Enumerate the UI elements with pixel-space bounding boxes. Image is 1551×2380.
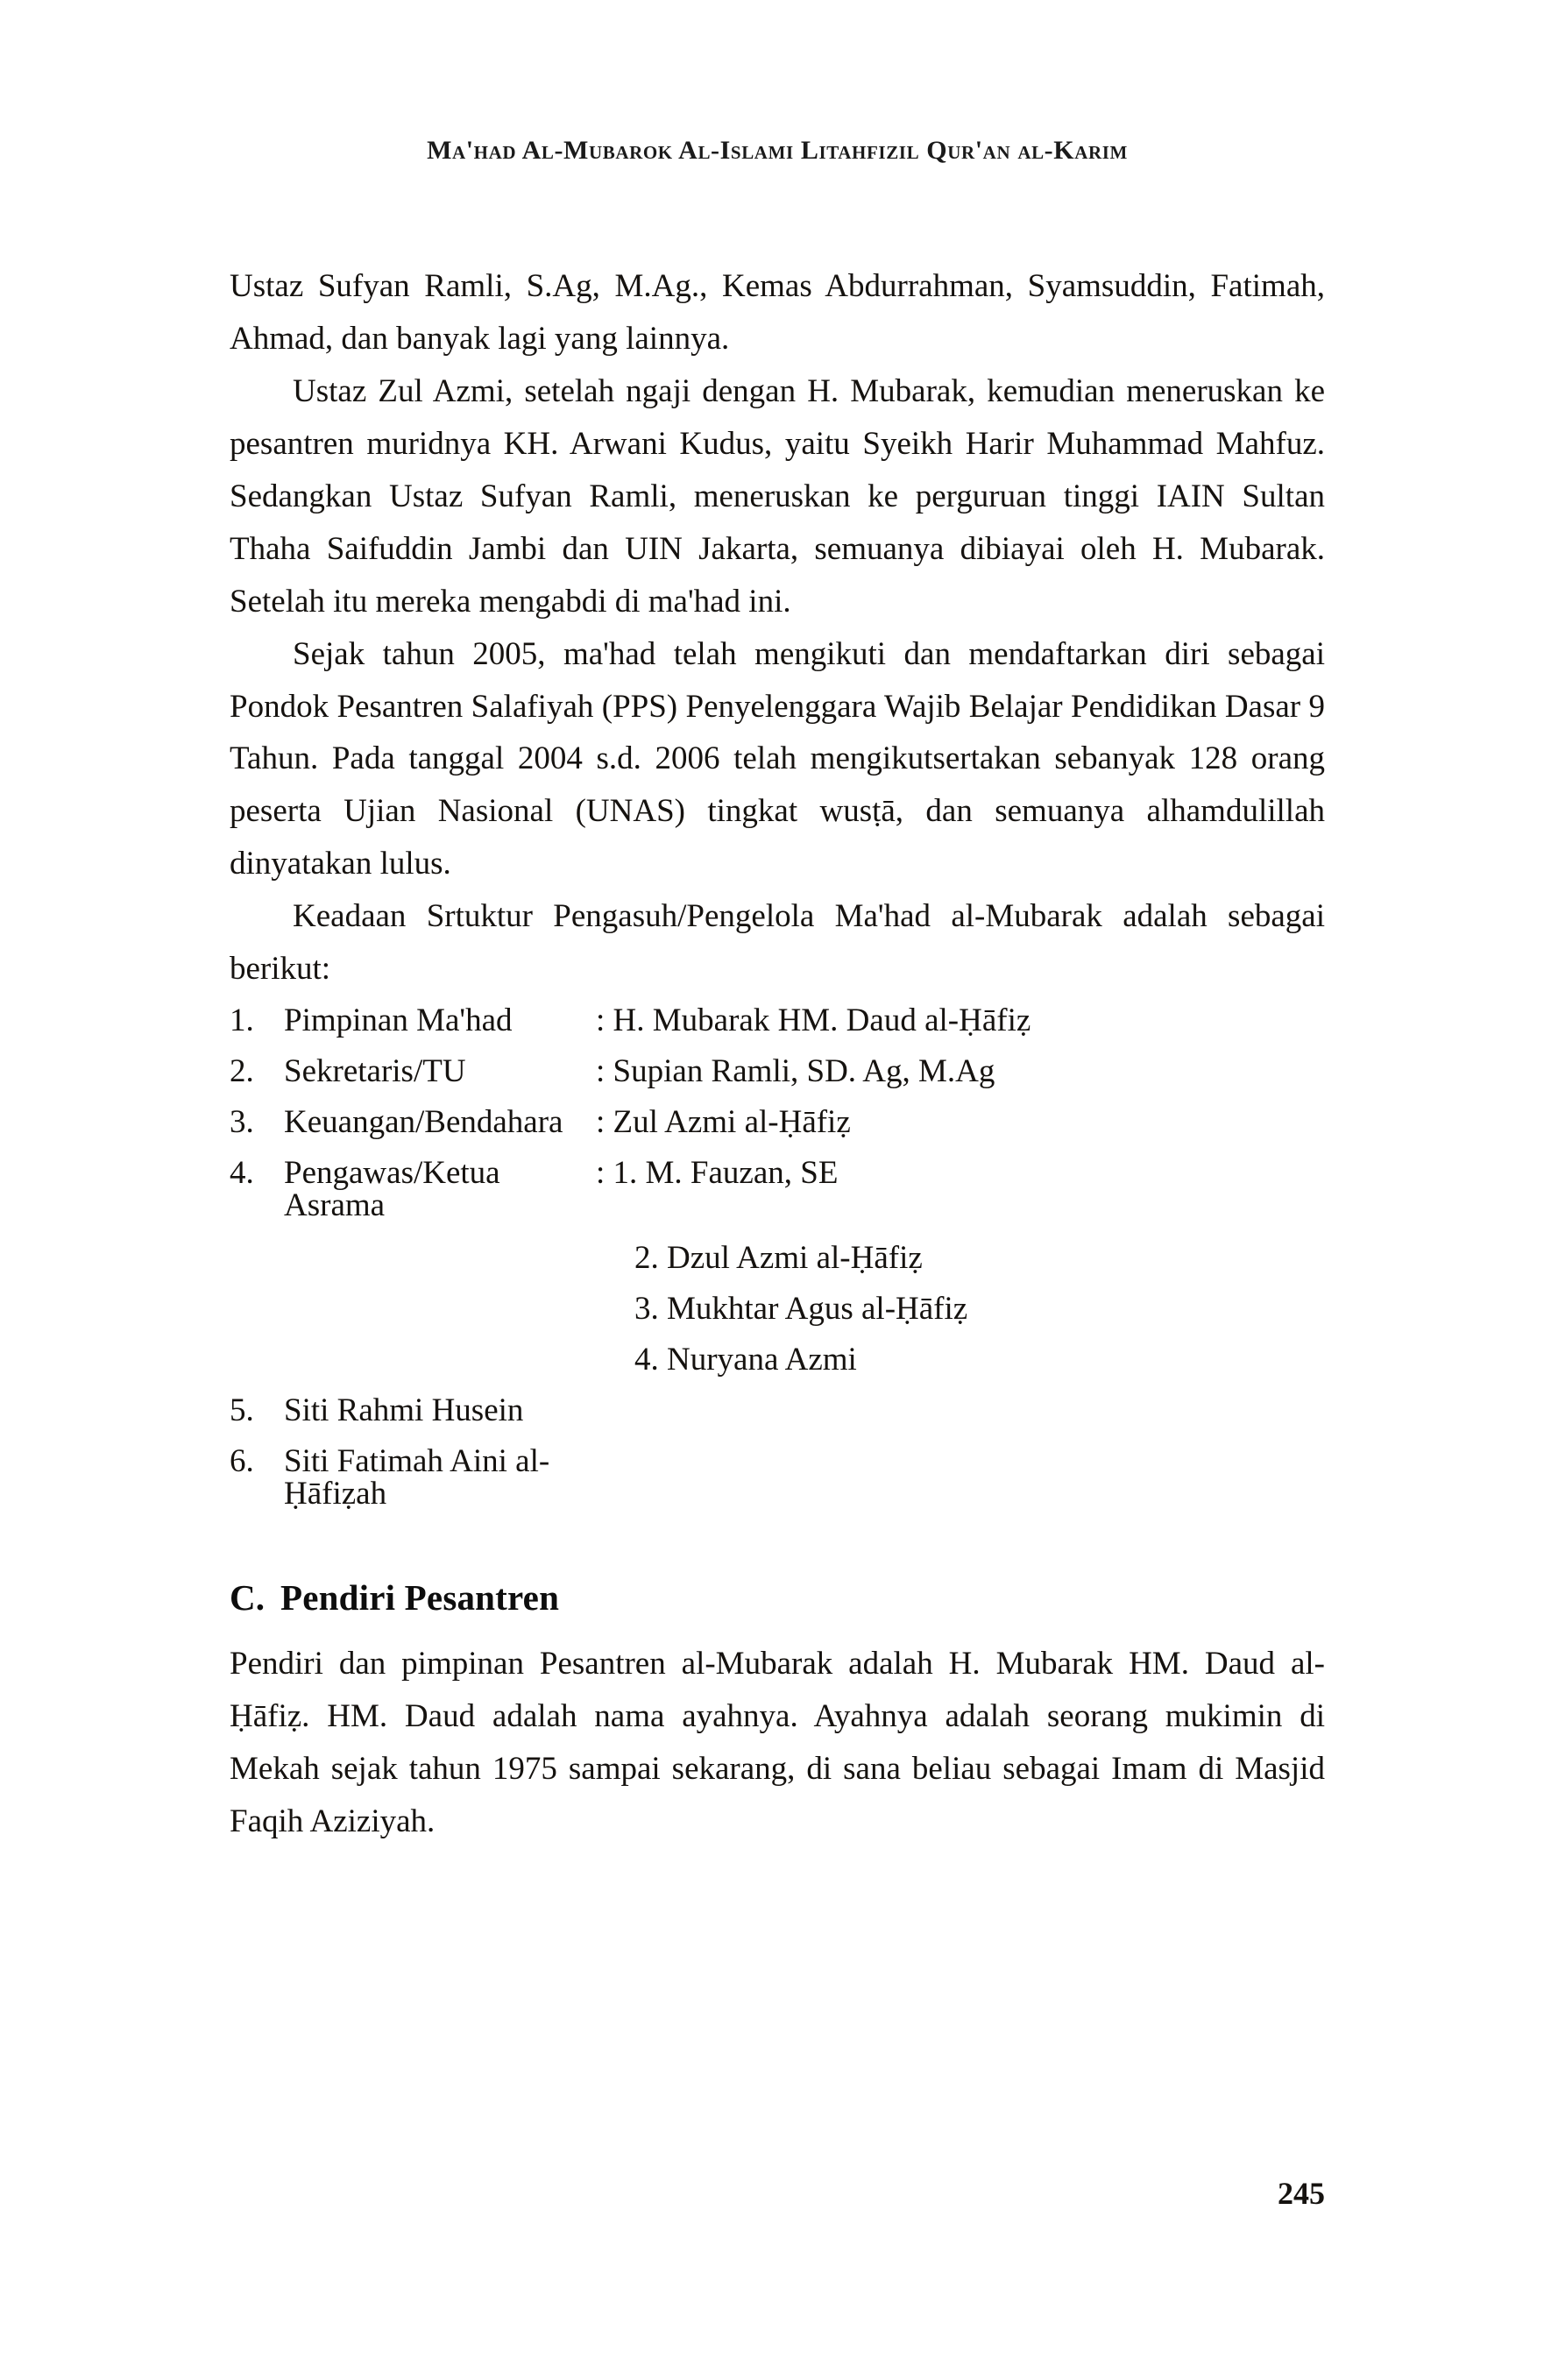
sub-list-item	[230, 1291, 1325, 1328]
list-item	[230, 1394, 1325, 1427]
sub-list-item-value: 2. Dzul Azmi al-Ḥāfiẓ	[634, 1240, 923, 1277]
sub-list-item	[230, 1343, 1325, 1376]
paragraph-4: Keadaan Srtuktur Pengasuh/Pengelola Ma'had al-Mubarak adalah sebagai berikut:	[230, 898, 1325, 988]
list-item	[230, 1053, 1325, 1090]
section-heading-letter: C.	[230, 1577, 266, 1619]
list-item-number: 6.	[230, 1443, 254, 1480]
list-item-number: 4.	[230, 1155, 254, 1192]
list-item-number: 5.	[230, 1392, 254, 1429]
section-heading	[230, 1576, 1325, 1619]
page-number: 245	[1278, 2176, 1325, 2211]
page-content	[230, 0, 1325, 1848]
section-heading-title: Pendiri Pesantren	[280, 1577, 560, 1619]
list-item-value: : Supian Ramli, SD. Ag, M.Ag	[596, 1053, 995, 1090]
list-item-value: : H. Mubarak HM. Daud al-Ḥāfiẓ	[596, 1002, 1031, 1039]
list-item-number: 2.	[230, 1053, 254, 1090]
list-item-label: Pimpinan Ma'had	[284, 1002, 513, 1039]
body-text	[230, 260, 1325, 995]
paragraph-1: Ustaz Sufyan Ramli, S.Ag, M.Ag., Kemas Abdurrahman, Syamsuddin, Fatimah, Ahmad, dan banyak lagi yang lainnya.	[230, 268, 1325, 357]
paragraph-2: Ustaz Zul Azmi, setelah ngaji dengan H. Mubarak, kemudian meneruskan ke pesantren muridnya KH. Arwani Kudus, yaitu Syeikh Harir Muhammad Mahfuz. Sedangkan Ustaz Sufyan Ramli, meneruskan ke perguruan tinggi IAIN Sultan Thaha Saifuddin Jambi dan UIN Jakarta, semuanya dibiayai oleh H. Mubarak. Setelah itu mereka mengabdi di ma'had ini.	[230, 372, 1325, 620]
section-paragraph: Pendiri dan pimpinan Pesantren al-Mubarak adalah H. Mubarak HM. Daud al-Ḥāfiẓ. HM. Daud adalah nama ayahnya. Ayahnya adalah seorang mukimin di Mekah sejak tahun 1975 sampai sekarang, di sana beliau sebagai Imam di Masjid Faqih Aziziyah.	[230, 1646, 1325, 1839]
list-item-label: Siti Fatimah Aini al-Ḥāfiẓah	[284, 1443, 550, 1512]
list-item-value: : 1. M. Fauzan, SE	[596, 1155, 839, 1192]
running-head: Ma'had Al-Mubarok Al-Islami Litahfizil Qur'an al-Karim	[427, 136, 1128, 165]
list-item	[230, 1004, 1325, 1037]
list-item-label: Sekretaris/TU	[284, 1053, 466, 1090]
list-item-label: Pengawas/Ketua Asrama	[284, 1155, 500, 1224]
list-item-number: 1.	[230, 1002, 254, 1039]
list-item	[230, 1157, 1325, 1222]
list-item-label: Keuangan/Bendahara	[284, 1104, 563, 1141]
list-item	[230, 1104, 1325, 1141]
structure-list	[230, 1004, 1325, 1510]
sub-list-item-value: 4. Nuryana Azmi	[634, 1342, 857, 1378]
list-item	[230, 1445, 1325, 1510]
paragraph-3: Sejak tahun 2005, ma'had telah mengikuti dan mendaftarkan diri sebagai Pondok Pesantren Salafiyah (PPS) Penyelenggara Wajib Belajar Pendidikan Dasar 9 Tahun. Pada tanggal 2004 s.d. 2006 telah mengikutsertakan sebanyak 128 orang peserta Ujian Nasional (UNAS) tingkat wusṭā, dan semuanya alhamdulillah dinyatakan lulus.	[230, 635, 1325, 882]
list-item-label: Siti Rahmi Husein	[284, 1392, 524, 1429]
list-item-number: 3.	[230, 1104, 254, 1141]
list-item-value: : Zul Azmi al-Ḥāfiẓ	[596, 1104, 851, 1141]
sub-list-item-value: 3. Mukhtar Agus al-Ḥāfiẓ	[634, 1291, 968, 1328]
sub-list-item	[230, 1240, 1325, 1277]
